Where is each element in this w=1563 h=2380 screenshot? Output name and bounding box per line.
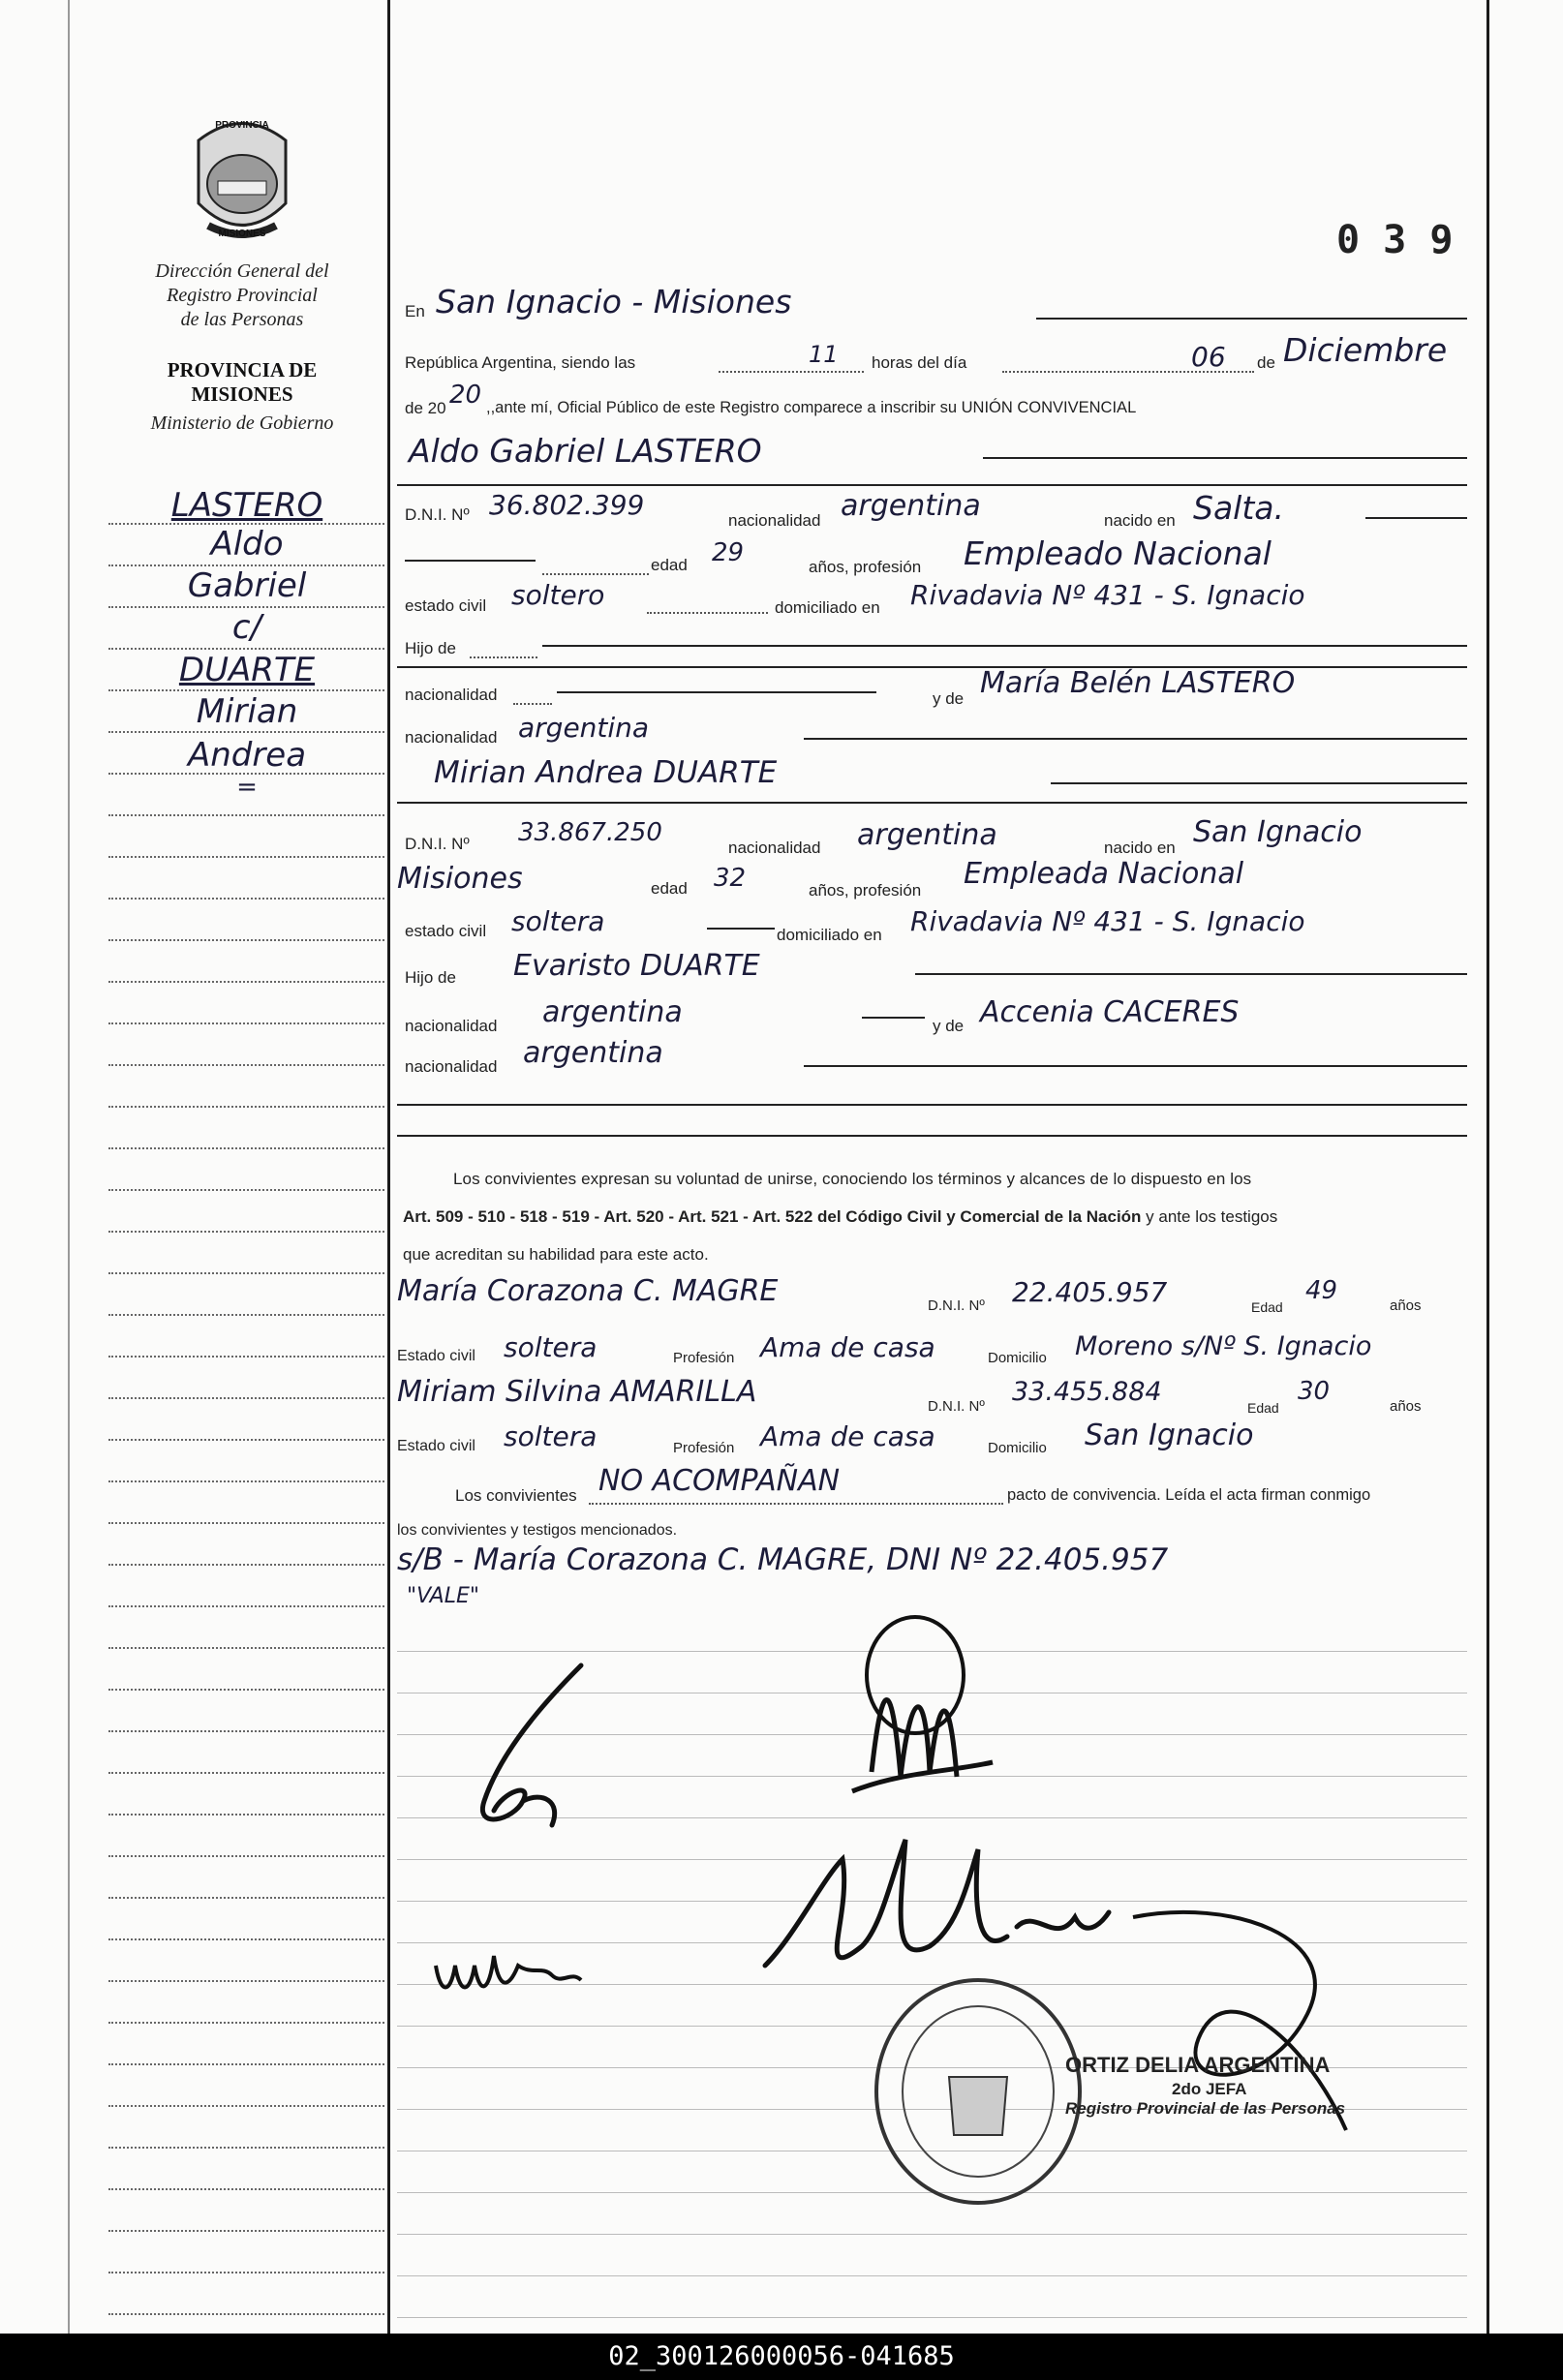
left-dotted-row [108,981,384,983]
p2-yde-label: y de [933,1017,965,1035]
left-dotted-row [108,1397,384,1399]
left-dotted-row [108,1064,384,1066]
p1-domicilio: Rivadavia Nº 431 - S. Ignacio [910,579,1305,611]
left-dotted-row [108,2188,384,2190]
p2-dni: 33.867.250 [518,818,662,847]
w1-dni-label: D.N.I. Nº [928,1297,985,1314]
person1-name-underline [397,484,1467,486]
signature-1 [445,1656,639,1840]
p2-nacido-label: nacido en [1104,839,1176,857]
p1-estado-label: estado civil [405,596,487,615]
de-label: de [1257,353,1275,372]
signature-4 [426,1927,591,2004]
p2-lugar2: Misiones [397,862,523,896]
w2-edad: 30 [1298,1377,1331,1406]
p2-domicilio: Rivadavia Nº 431 - S. Ignacio [910,905,1305,937]
left-dotted-row [108,1814,384,1816]
sheet-number: 0 3 9 [1336,218,1454,262]
left-dotted-row [108,1106,384,1108]
closing-text: los convivientes y testigos mencionados. [397,1522,678,1539]
p1-padre-nac-label: nacionalidad [405,686,498,704]
left-dotted-row [108,856,384,858]
w1-dom-label: Domicilio [988,1350,1047,1366]
left-dotted-row [108,1022,384,1024]
republica-label: República Argentina, siendo las [405,353,636,372]
outer-left-line [68,0,70,2334]
margin-surname-1: LASTERO [170,486,323,525]
left-dotted-row [108,648,384,650]
left-dotted-row [108,2230,384,2232]
p1-lugar-line [1365,517,1467,519]
note-line-2: "VALE" [407,1584,480,1608]
p2-estado-line [707,928,775,930]
w2-prof-label: Profesión [673,1440,735,1456]
left-dotted-row [108,731,384,733]
signature-3 [736,1820,1114,1995]
w1-name: María Corazona C. MAGRE [397,1274,779,1308]
right-margin-line [1486,0,1489,2334]
left-dotted-row [108,1147,384,1149]
year-suffix: 20 [449,381,482,410]
w2-edad-label: Edad [1247,1400,1279,1416]
body-line-2 [403,1207,1468,1227]
p1-nac-label: nacionalidad [728,511,821,530]
p1-hijo-line [542,645,1467,647]
p1-anos-label: años, profesión [809,558,922,576]
left-dotted-row [108,939,384,941]
p1-estado-dots [647,612,768,614]
horas-label: horas del día [872,353,967,372]
signature-ruling-line [397,2317,1467,2318]
margin-middlename-1: Gabriel [187,566,307,605]
p1-nac: argentina [841,489,981,523]
w1-domicilio: Moreno s/Nº S. Ignacio [1075,1331,1372,1361]
left-dotted-row [108,1272,384,1274]
left-dotted-row [108,1314,384,1316]
p2-edad-label: edad [651,879,688,898]
margin-firstname-1: Aldo [210,525,284,564]
official-office: Registro Provincial de las Personas [1065,2099,1346,2118]
left-dotted-row [108,1980,384,1982]
p1-nacido-label: nacido en [1104,511,1176,530]
separator-2 [397,1135,1467,1137]
left-dotted-row [108,1564,384,1566]
direccion-line-3: de las Personas [180,309,304,330]
p1-dom-label: domiciliado en [775,598,880,617]
p1-padre-nac-line [557,691,876,693]
p2-padre-nac-label: nacionalidad [405,1017,498,1035]
person1-name: Aldo Gabriel LASTERO [409,432,762,470]
person2-name: Mirian Andrea DUARTE [434,755,778,790]
left-dotted-row [108,689,384,691]
w2-profesion: Ama de casa [760,1420,935,1452]
emblem-top-text: PROVINCIA [215,120,269,131]
p1-hijo-line-2 [397,666,1467,668]
en-label: En [405,302,425,320]
p1-madre: María Belén LASTERO [980,666,1296,700]
left-dotted-row [108,1938,384,1940]
p1-edad-prefix-line [405,560,536,562]
p2-madre-nac: argentina [523,1036,663,1070]
place-line [1036,318,1467,320]
pacto-value: NO ACOMPAÑAN [598,1464,841,1498]
p1-hijo-label: Hijo de [405,639,456,657]
margin-middlename-2: Andrea [187,736,307,775]
left-dotted-row [108,2272,384,2273]
body-articles: Art. 509 - 510 - 518 - 519 - Art. 520 - Art. 521 - Art. 522 del Código Civil y Comercial de la Nación [403,1207,1142,1226]
w2-estado: soltera [504,1420,598,1452]
p2-edad: 32 [714,864,747,893]
p1-edad-label: edad [651,556,688,574]
left-dotted-row [108,1730,384,1732]
left-dotted-row [108,1647,384,1649]
p2-padre-line [915,973,1467,975]
footer-document-code: 02_300126000056-041685 [0,2334,1563,2380]
emblem-bottom-text: MISIONES [218,229,266,239]
w2-dni: 33.455.884 [1012,1377,1162,1407]
p2-estado: soltera [511,905,605,937]
misiones-emblem [189,111,295,247]
signature-ruling-line [397,2275,1467,2276]
year-prefix: de 20 [405,399,446,417]
p1-yde-label: y de [933,689,965,708]
p1-dni-label: D.N.I. Nº [405,505,470,524]
w1-estado: soltera [504,1331,598,1363]
hour-line [719,371,864,373]
p2-dom-label: domiciliado en [777,926,882,944]
place-value: San Ignacio - Misiones [436,283,792,320]
left-dotted-row [108,2313,384,2315]
p2-anos-label: años, profesión [809,881,922,900]
provincia-title: PROVINCIA DE MISIONES [167,358,318,406]
left-dotted-row [108,1231,384,1233]
month-value: Diciembre [1283,331,1448,369]
left-dotted-row [108,1439,384,1441]
p1-madre-nac-label: nacionalidad [405,728,498,747]
day-value: 06 [1191,341,1226,373]
p2-madre-nac-label: nacionalidad [405,1057,498,1076]
left-dotted-row [108,1356,384,1358]
p2-estado-label: estado civil [405,922,487,940]
p1-dni: 36.802.399 [489,489,645,521]
p1-estado: soltero [511,579,605,611]
direccion-line-1: Dirección General del [155,260,329,282]
ministerio-title: Ministerio de Gobierno [150,412,334,434]
pacto-label: Los convivientes [455,1486,577,1505]
left-dotted-row [108,898,384,900]
w2-dom-label: Domicilio [988,1440,1047,1456]
p1-hijo-dots [470,656,537,658]
body-line-1: Los convivientes expresan su voluntad de unirse, conociendo los términos y alcances de lo dispuesto en los [453,1170,1252,1188]
w2-anos: años [1390,1398,1422,1415]
separator-1 [397,1104,1467,1106]
left-dotted-row [108,814,384,816]
margin-connector: c/ [231,608,262,647]
ante-text: ,,ante mí, Oficial Público de este Registro comparece a inscribir su UNIÓN CONVIVENCIAL [486,399,1137,416]
left-dotted-row [108,1522,384,1524]
direccion-line-2: Registro Provincial [167,285,318,306]
w2-dni-label: D.N.I. Nº [928,1398,985,1415]
left-margin-line [387,0,390,2334]
person2-name-line [1051,782,1467,784]
body-line-3: que acreditan su habilidad para este acto. [403,1245,709,1264]
person1-name-line [983,457,1467,459]
p2-profesion: Empleada Nacional [964,857,1244,891]
left-dotted-row [108,1689,384,1691]
person2-name-underline [397,802,1467,804]
w1-edad-label: Edad [1251,1299,1283,1315]
w2-domicilio: San Ignacio [1085,1419,1254,1452]
left-dotted-row [108,1855,384,1857]
left-dotted-row [108,1189,384,1191]
w1-prof-label: Profesión [673,1350,735,1366]
signature-ruling-line [397,2234,1467,2235]
left-dotted-row [108,1480,384,1482]
signature-2 [833,1607,997,1801]
official-title: 2do JEFA [1172,2080,1247,2098]
w1-estado-label: Estado civil [397,1348,475,1364]
w1-dni: 22.405.957 [1012,1276,1168,1308]
note-line-1: s/B - María Corazona C. MAGRE, DNI Nº 22.405.957 [397,1542,1169,1577]
w1-anos: años [1390,1297,1422,1314]
left-dotted-row [108,1772,384,1774]
p2-hijo-label: Hijo de [405,968,456,987]
body-line-2-tail: y ante los testigos [1146,1207,1278,1226]
p2-dni-label: D.N.I. Nº [405,835,470,853]
pacto-dots [589,1503,1003,1505]
p1-profesion: Empleado Nacional [964,534,1272,572]
p1-madre-nac: argentina [518,712,650,744]
p2-padre: Evaristo DUARTE [513,949,760,983]
p2-lugar1: San Ignacio [1193,815,1363,849]
left-dotted-row [108,1605,384,1607]
p2-madre-nac-line [804,1065,1467,1067]
w1-profesion: Ama de casa [760,1331,935,1363]
p1-padre-nac-dots [513,703,552,705]
pacto-tail: pacto de convivencia. Leída el acta firman conmigo [1007,1486,1371,1504]
p2-padre-nac: argentina [542,995,683,1029]
margin-surname-2: DUARTE [178,651,316,689]
official-round-stamp [867,1970,1089,2212]
w1-edad: 49 [1305,1276,1338,1305]
margin-end-mark: = [236,773,258,802]
left-dotted-row [108,2105,384,2107]
p1-edad-dots [542,573,649,575]
p2-padre-nac-line [862,1017,925,1019]
p1-edad: 29 [712,538,745,567]
left-dotted-row [108,2147,384,2149]
left-dotted-row [108,2063,384,2065]
left-dotted-row [108,2022,384,2024]
official-name: ORTIZ DELIA ARGENTINA [1065,2053,1331,2077]
p2-madre: Accenia CACERES [980,995,1240,1029]
w2-estado-label: Estado civil [397,1438,475,1454]
margin-firstname-2: Mirian [196,692,298,731]
left-dotted-row [108,1897,384,1899]
w2-name: Miriam Silvina AMARILLA [397,1375,757,1409]
p2-nac: argentina [857,818,997,852]
p1-madre-nac-line [804,738,1467,740]
hour-value: 11 [809,341,839,368]
p1-lugar: Salta. [1193,489,1284,527]
p2-nac-label: nacionalidad [728,839,821,857]
